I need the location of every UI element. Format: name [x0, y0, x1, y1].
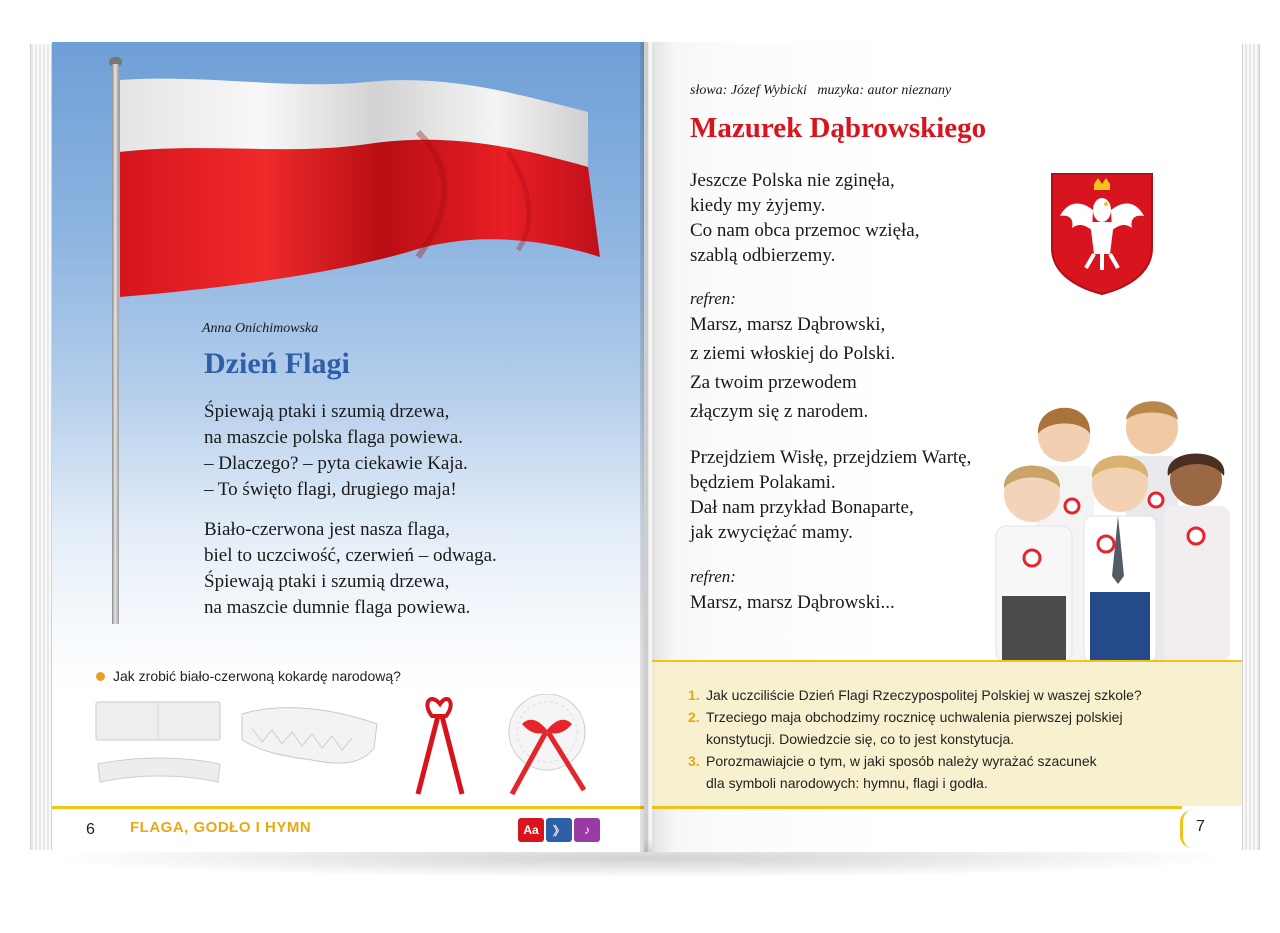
anthem-refrain [690, 288, 895, 426]
poem-line: – Dlaczego? – pyta ciekawie Kaja. [204, 453, 468, 474]
poem-line: na maszcie polska flaga powiewa. [204, 427, 464, 448]
left-footer [52, 806, 644, 852]
page-number: 6 [86, 821, 95, 838]
poem-stanza-2 [204, 517, 497, 621]
footer-rule [652, 806, 1182, 809]
polish-coat-of-arms-icon [1048, 170, 1156, 296]
poem-line: Biało-czerwona jest nasza flaga, [204, 519, 450, 540]
bullet-icon [96, 672, 105, 681]
anthem-line: szablą odbierzemy. [690, 245, 836, 266]
anthem-line: Przejdziem Wisłę, przejdziem Wartę, [690, 447, 972, 468]
anthem-line: kiedy my żyjemy. [690, 195, 826, 216]
poem-line: biel to uczciwość, czerwień – odwaga. [204, 545, 497, 566]
page-number: 7 [1196, 818, 1205, 835]
poem-line: Śpiewają ptaki i szumią drzewa, [204, 571, 450, 592]
question-number: 1. [688, 687, 700, 703]
reading-badge-icon: Aa [518, 818, 544, 842]
book-spine [640, 42, 656, 852]
anthem-line: Za twoim przewodem [690, 372, 857, 393]
anthem-line: będziem Polakami. [690, 472, 836, 493]
questions-list [688, 684, 1142, 794]
children-singing-photo [986, 376, 1242, 662]
anthem-line: Jeszcze Polska nie zginęła, [690, 170, 895, 191]
anthem-line: Dał nam przykład Bonaparte, [690, 497, 914, 518]
left-page-edges [30, 44, 52, 850]
music-badge-icon: ♪ [574, 818, 600, 842]
anthem-title: Mazurek Dąbrowskiego [690, 112, 987, 144]
anthem-refrain-short [690, 566, 895, 617]
poem-line: na maszcie dumnie flaga powiewa. [204, 597, 471, 618]
question-number: 2. [688, 709, 700, 725]
question-item [688, 750, 1142, 794]
question-text [706, 750, 1097, 794]
question-item [688, 706, 1142, 750]
left-page [52, 42, 644, 852]
anthem-line: z ziemi włoskiej do Polski. [690, 343, 896, 364]
right-footer [652, 806, 1242, 852]
poem-line: Śpiewają ptaki i szumią drzewa, [204, 401, 450, 422]
anthem-credits: słowa: Józef Wybicki muzyka: autor nieznany [690, 83, 952, 98]
section-title: FLAGA, GODŁO I HYMN [130, 819, 312, 836]
poem-title: Dzień Flagi [204, 347, 350, 380]
anthem-line: Marsz, marsz Dąbrowski... [690, 592, 895, 613]
question-line: dla symboli narodowych: hymnu, flagi i godła. [706, 775, 988, 791]
anthem-stanza-1 [690, 168, 919, 268]
question-number: 3. [688, 753, 700, 769]
question-line: konstytucji. Dowiedzcie się, co to jest konstytucja. [706, 731, 1015, 747]
question-text: Jak uczciliście Dzień Flagi Rzeczypospolitej Polskiej w waszej szkole? [706, 687, 1142, 703]
question-item [688, 684, 1142, 706]
poem-stanza-1 [204, 399, 468, 503]
question-line: Trzeciego maja obchodzimy rocznicę uchwalenia pierwszej polskiej [706, 709, 1123, 725]
anthem-line: Co nam obca przemoc wzięła, [690, 220, 920, 241]
questions-box [652, 660, 1242, 806]
activity-prompt [96, 668, 401, 684]
question-line: Porozmawiajcie o tym, w jaki sposób należy wyrażać szacunek [706, 753, 1097, 769]
poem-author: Anna Onichimowska [202, 321, 319, 336]
poem-line: – To święto flagi, drugiego maja! [204, 479, 457, 500]
listening-badge-icon: 》 [546, 818, 572, 842]
activity-prompt-text: Jak zrobić biało-czerwoną kokardę narodową? [113, 668, 401, 684]
question-text [706, 706, 1123, 750]
anthem-line: jak zwyciężać mamy. [690, 522, 853, 543]
right-page [652, 42, 1242, 852]
refrain-label: refren: [690, 289, 736, 308]
anthem-line: Marsz, marsz Dąbrowski, [690, 314, 886, 335]
skill-badges [518, 818, 600, 842]
anthem-stanza-2 [690, 445, 971, 545]
page-number-bracket [1180, 810, 1194, 848]
anthem-line: złączym się z narodem. [690, 401, 869, 422]
cockade-steps-illustration [92, 694, 612, 804]
polish-flag-image [118, 72, 608, 307]
right-page-edges [1242, 44, 1260, 850]
refrain-label: refren: [690, 567, 736, 586]
